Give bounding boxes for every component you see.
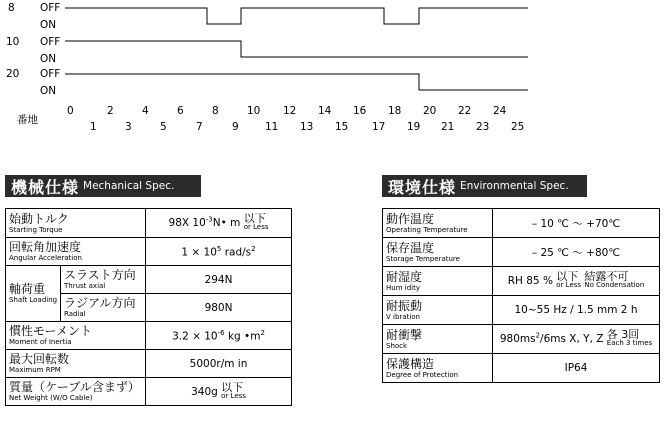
value-unit: rad/s: [224, 246, 252, 259]
tick-label: 9: [232, 121, 239, 133]
humidity-value: [493, 267, 660, 296]
row-10-id: 10: [6, 36, 20, 48]
storage-temp-label: [383, 238, 493, 267]
label-en: Radial: [64, 310, 86, 318]
tick-label: 12: [283, 105, 297, 117]
label-jp: 動作温度: [386, 211, 435, 226]
label-jp: 耐衝撃: [386, 327, 423, 342]
tick-label: 21: [441, 121, 455, 133]
table-row: [383, 209, 660, 238]
table-row: [383, 325, 660, 354]
row-20-off-label: OFF: [40, 68, 61, 80]
label-en: Shaft Loading: [9, 296, 58, 304]
label-en: Shock: [386, 341, 408, 350]
note-jp: 結露不可: [584, 270, 629, 283]
shaft-loading-label: [6, 266, 61, 322]
weight-value: [146, 378, 292, 406]
thrust-value: 294N: [146, 266, 292, 294]
row-8-off-label: OFF: [40, 2, 61, 14]
condition-jp: 以下: [221, 380, 244, 394]
tick-label: 15: [335, 121, 349, 133]
condition-en: or Less: [556, 281, 582, 289]
tick-label: 16: [353, 105, 367, 117]
protection-value: IP64: [493, 354, 660, 383]
row-10-off-label: OFF: [40, 36, 61, 48]
label-jp: 質量（ケーブル含まず）: [9, 380, 140, 394]
condition-en: Each 3 times: [606, 339, 653, 347]
value-exponent: 2: [535, 331, 541, 340]
vibration-label: [383, 296, 493, 325]
value-text: RH 85 %: [507, 275, 553, 287]
tick-label: 4: [142, 105, 149, 117]
value-exponent: 5: [216, 244, 222, 253]
operating-temp-label: [383, 209, 493, 238]
mechanical-spec-table: [5, 208, 292, 406]
condition-jp: 以下: [556, 270, 579, 283]
radial-label: [61, 294, 146, 322]
timing-diagram: [0, 0, 670, 140]
shock-value: [493, 325, 660, 354]
label-jp: 慣性モーメント: [9, 324, 92, 338]
table-row: [383, 296, 660, 325]
label-en: Hum idity: [386, 283, 420, 292]
label-jp: 耐振動: [386, 298, 423, 313]
thrust-label: [61, 266, 146, 294]
weight-label: [6, 378, 146, 406]
label-en: Net Weight (W/O Cable): [9, 394, 93, 402]
tick-label: 19: [407, 121, 421, 133]
tick-label: 14: [318, 105, 332, 117]
label-en: Starting Torque: [9, 225, 63, 234]
row-10-on-label: ON: [40, 53, 57, 65]
label-en: Moment of Inertia: [9, 338, 72, 346]
max-rpm-value: 5000r/m in: [146, 350, 292, 378]
moment-of-inertia-label: [6, 322, 146, 350]
label-en: Storage Temperature: [386, 254, 460, 263]
vibration-value: 10~55 Hz / 1.5 mm 2 h: [493, 296, 660, 325]
condition-en: or Less: [243, 223, 269, 231]
tick-label: 1: [90, 121, 97, 133]
tick-label: 10: [247, 105, 261, 117]
angular-acceleration-label: [6, 238, 146, 266]
table-row: [6, 238, 292, 266]
tick-label: 20: [423, 105, 437, 117]
environmental-spec-table: [382, 208, 660, 383]
address-ticks-even: [67, 105, 507, 117]
tick-label: 23: [476, 121, 490, 133]
row-20-id: 20: [6, 68, 20, 80]
table-row: [6, 209, 292, 238]
value-text: 1 × 10: [181, 246, 217, 259]
label-jp: 最大回転数: [9, 352, 70, 366]
moment-of-inertia-value: [146, 322, 292, 350]
value-exponent: -3: [205, 215, 213, 224]
label-en: Operating Temperature: [386, 225, 468, 234]
mechanical-spec-title-en: Mechanical Spec.: [83, 180, 175, 192]
waveform-10: [65, 41, 528, 57]
label-jp: 保護構造: [386, 356, 435, 371]
condition-jp: 各 3回: [606, 328, 640, 341]
label-en: Angular Acceleration: [9, 254, 82, 262]
label-jp: スラスト方向: [64, 268, 136, 282]
mechanical-spec-title-jp: 機械仕様: [11, 177, 80, 197]
table-row: [383, 267, 660, 296]
tick-label: 11: [265, 121, 279, 133]
tick-label: 17: [372, 121, 386, 133]
environmental-spec-title-jp: 環境仕様: [388, 177, 457, 197]
tick-label: 0: [67, 105, 74, 117]
value-text: 98X 10: [168, 217, 206, 229]
address-axis-label: 番地: [17, 114, 38, 126]
label-en: Thrust axial: [64, 282, 106, 290]
tick-label: 25: [511, 121, 525, 133]
label-jp: ラジアル方向: [64, 296, 136, 310]
tick-label: 5: [160, 121, 167, 133]
tick-label: 7: [196, 121, 203, 133]
operating-temp-value: – 10 ℃ 〜 +70℃: [493, 209, 660, 238]
starting-torque-label: [6, 209, 146, 238]
value-unit: N• m: [212, 217, 241, 229]
tick-label: 22: [458, 105, 472, 117]
label-jp: 耐湿度: [386, 269, 423, 284]
address-ticks-odd: [90, 121, 524, 133]
table-row: [6, 322, 292, 350]
protection-label: [383, 354, 493, 383]
tick-label: 2: [107, 105, 114, 117]
tick-label: 13: [300, 121, 314, 133]
value-text-2: /6ms X, Y, Z: [540, 333, 604, 345]
label-jp: 保存温度: [386, 240, 435, 255]
angular-acceleration-value: [146, 238, 292, 266]
value-text: 340g: [191, 385, 218, 398]
tick-label: 3: [125, 121, 132, 133]
value-text: 3.2 × 10: [172, 330, 218, 343]
note-en: No Condensation: [584, 281, 645, 289]
unit-exponent: 2: [260, 328, 265, 337]
value-text: 980ms: [499, 333, 536, 345]
storage-temp-value: – 25 ℃ 〜 +80℃: [493, 238, 660, 267]
label-en: Maximum RPM: [9, 366, 61, 374]
environmental-spec-header: [382, 175, 587, 197]
waveform-8: [65, 8, 528, 24]
unit-exponent: 2: [251, 244, 256, 253]
tick-label: 18: [388, 105, 402, 117]
condition-en: or Less: [221, 391, 246, 400]
humidity-label: [383, 267, 493, 296]
value-unit: kg •m: [227, 330, 261, 343]
row-20-on-label: ON: [40, 85, 57, 97]
shock-label: [383, 325, 493, 354]
label-jp: 回転角加速度: [9, 240, 82, 254]
tick-label: 8: [212, 105, 219, 117]
label-jp: 軸荷重: [9, 282, 46, 296]
waveform-20: [65, 74, 528, 90]
tick-label: 24: [493, 105, 507, 117]
starting-torque-value: [146, 209, 292, 238]
radial-value: 980N: [146, 294, 292, 322]
table-row: [6, 266, 292, 294]
environmental-spec-title-en: Environmental Spec.: [460, 180, 569, 192]
table-row: [6, 378, 292, 406]
max-rpm-label: [6, 350, 146, 378]
table-row: [383, 238, 660, 267]
mechanical-spec-header: [5, 175, 201, 197]
tick-label: 6: [177, 105, 184, 117]
label-en: V ibration: [386, 312, 420, 321]
table-row: [6, 350, 292, 378]
label-en: Degree of Protection: [386, 370, 459, 379]
row-8-id: 8: [8, 2, 15, 14]
table-row: [383, 354, 660, 383]
value-exponent: -6: [217, 328, 225, 337]
condition-jp: 以下: [243, 212, 266, 225]
row-8-on-label: ON: [40, 19, 57, 31]
label-jp: 始動トルク: [9, 211, 69, 226]
